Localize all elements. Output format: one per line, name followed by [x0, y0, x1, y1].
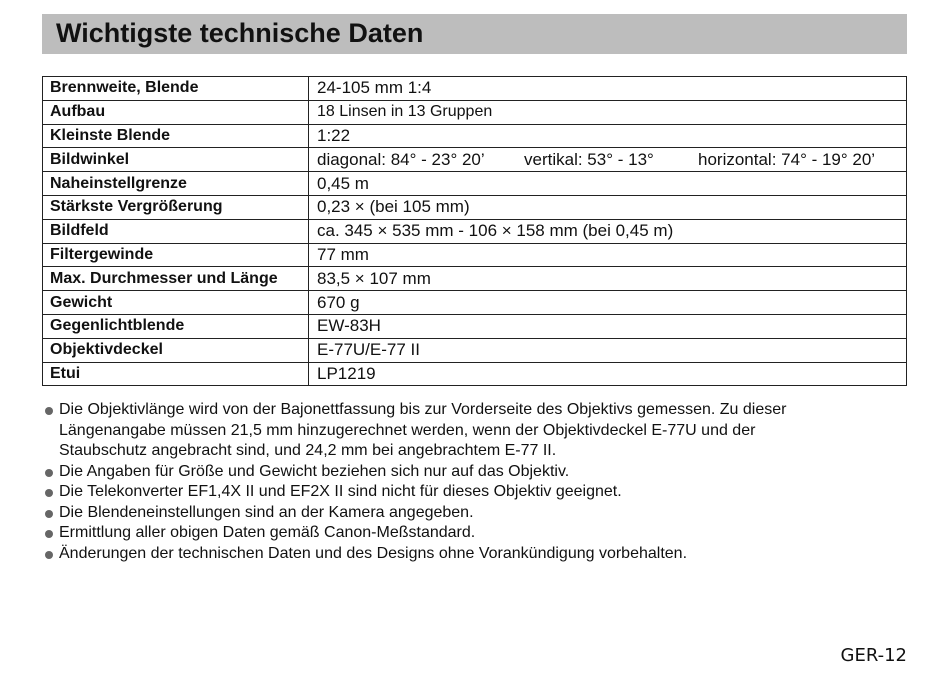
page-number: GER-12: [840, 645, 907, 666]
spec-value: 83,5 × 107 mm: [309, 267, 907, 291]
page-title: Wichtigste technische Daten: [56, 18, 424, 48]
angle-vertical: vertikal: 53° - 13°: [524, 149, 654, 169]
table-row: [43, 77, 907, 101]
spec-value: LP1219: [309, 362, 907, 386]
note-text: Die Telekonverter EF1,4X II und EF2X II sind nicht für dieses Objektiv geeignet.: [59, 483, 622, 500]
spec-label: Naheinstellgrenze: [43, 172, 309, 196]
spec-value: 670 g: [309, 291, 907, 315]
list-item: [44, 503, 844, 524]
spec-label: Objektivdeckel: [43, 338, 309, 362]
list-item: [44, 523, 844, 544]
bullet-icon: [45, 551, 53, 559]
spec-label: Kleinste Blende: [43, 124, 309, 148]
table-row: [43, 124, 907, 148]
list-item: [44, 544, 844, 565]
table-row: [43, 314, 907, 338]
spec-label: Gewicht: [43, 291, 309, 315]
table-row: [43, 195, 907, 219]
spec-label: Aufbau: [43, 100, 309, 124]
list-item: [44, 462, 844, 483]
bullet-icon: [45, 407, 53, 415]
table-row: [43, 219, 907, 243]
spec-value-angle: [309, 148, 907, 172]
bullet-icon: [45, 469, 53, 477]
spec-label: Stärkste Vergrößerung: [43, 195, 309, 219]
bullet-icon: [45, 510, 53, 518]
table-row: [43, 148, 907, 172]
spec-value: EW-83H: [309, 314, 907, 338]
angle-diagonal: diagonal: 84° - 23° 20’: [317, 149, 485, 169]
specs-table: [42, 76, 907, 386]
angle-horizontal: horizontal: 74° - 19° 20’: [698, 149, 876, 169]
spec-value: ca. 345 × 535 mm - 106 × 158 mm (bei 0,45 m): [309, 219, 907, 243]
table-row: [43, 243, 907, 267]
list-item: [44, 400, 844, 462]
spec-label: Brennweite, Blende: [43, 77, 309, 101]
table-row: [43, 267, 907, 291]
spec-value: 18 Linsen in 13 Gruppen: [309, 100, 907, 124]
note-text: Die Angaben für Größe und Gewicht beziehen sich nur auf das Objektiv.: [59, 462, 570, 480]
spec-label: Bildfeld: [43, 219, 309, 243]
table-row: [43, 362, 907, 386]
spec-value: E-77U/E-77 II: [309, 338, 907, 362]
note-text: Die Blendeneinstellungen sind an der Kamera angegeben.: [59, 503, 474, 521]
bullet-icon: [45, 530, 53, 538]
table-row: [43, 100, 907, 124]
spec-label: Max. Durchmesser und Länge: [43, 267, 309, 291]
note-text: Änderungen der technischen Daten und des Designs ohne Vorankündigung vorbehalten.: [59, 544, 688, 562]
list-item: [44, 482, 844, 503]
spec-label: Etui: [43, 362, 309, 386]
spec-label: Bildwinkel: [43, 148, 309, 172]
spec-value: 1:22: [309, 124, 907, 148]
spec-value: 0,23 × (bei 105 mm): [309, 195, 907, 219]
table-row: [43, 291, 907, 315]
spec-value: 77 mm: [309, 243, 907, 267]
spec-label: Filtergewinde: [43, 243, 309, 267]
spec-value: 0,45 m: [309, 172, 907, 196]
table-row: [43, 172, 907, 196]
bullet-icon: [45, 489, 53, 497]
spec-label: Gegenlichtblende: [43, 314, 309, 338]
spec-value: 24-105 mm 1:4: [309, 77, 907, 101]
note-text: Ermittlung aller obigen Daten gemäß Canon-Meßstandard.: [59, 524, 476, 541]
title-bar: [42, 14, 907, 54]
notes-list: [44, 400, 844, 564]
table-row: [43, 338, 907, 362]
note-text: Die Objektivlänge wird von der Bajonettfassung bis zur Vorderseite des Objektivs gemessen. Zu dieser Längenangabe müssen 21,5 mm hinzugerechnet werden, wenn der Objektivdeckel E-77U und der Staubschutz angebracht sind, und 24,2 mm bei angebrachtem E-77 II.: [59, 401, 787, 459]
